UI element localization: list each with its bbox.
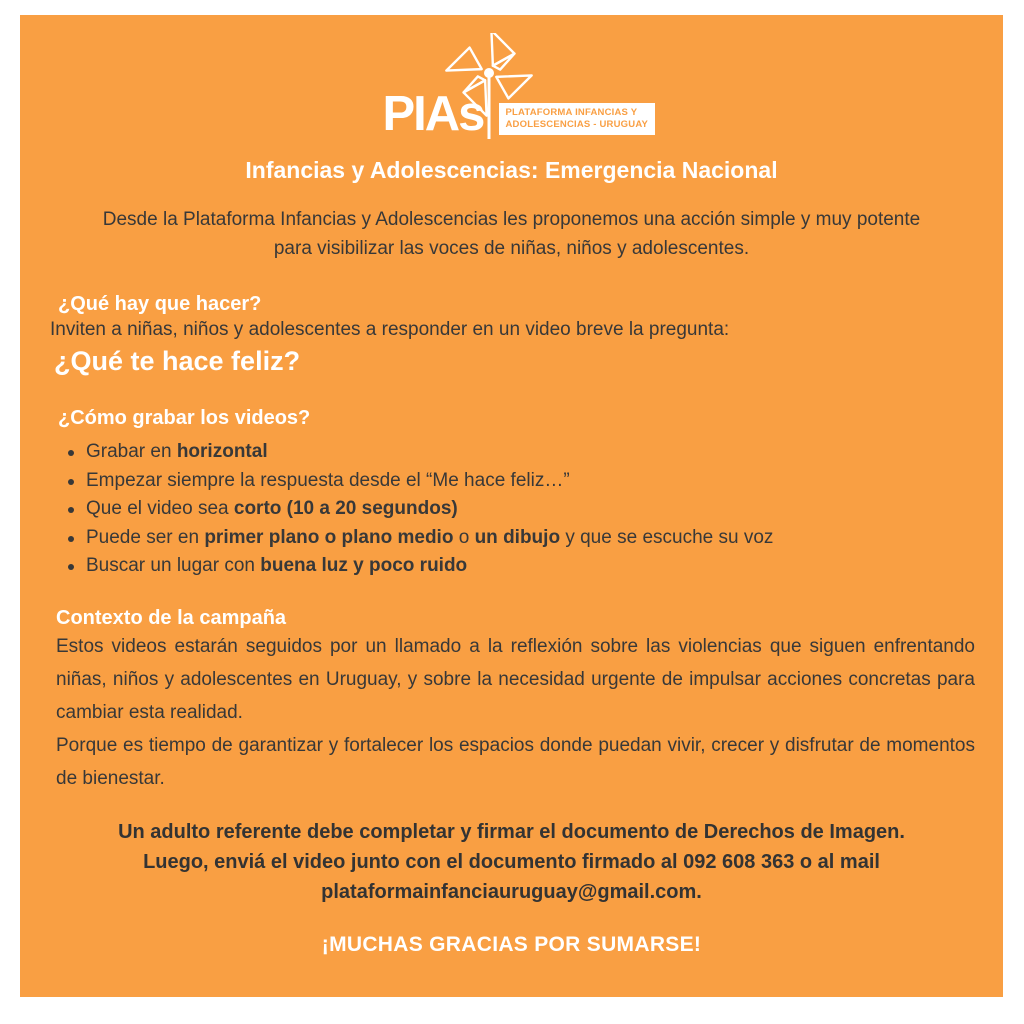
bullet-text: Buscar un lugar con — [86, 555, 261, 576]
intro-line-2: para visibilizar las voces de niñas, niños y adolescentes. — [273, 237, 750, 259]
orange-panel — [20, 15, 1003, 997]
instruction-line-1: Un adulto referente debe completar y firmar el documento de Derechos de Imagen. — [118, 820, 905, 843]
bullet-text-bold: buena luz y poco ruido — [260, 555, 468, 576]
context-paragraph-1: Estos videos estarán seguidos por un llamado a la reflexión sobre las violencias que siguen enfrentando niñas, niños y adolescentes en Uruguay, y sobre la necesidad urgente de impulsar acciones concretas para cambiar esta realidad. — [56, 635, 975, 723]
bullet-text-bold: primer plano o plano medio — [204, 526, 454, 548]
logo-tagline-line2: ADOLESCENCIAS - URUGUAY — [505, 119, 649, 131]
bullet-text: y que se escuche su voz — [560, 526, 774, 548]
what-to-do-body: Inviten a niñas, niños y adolescentes a responder en un video breve la pregunta: — [50, 319, 730, 340]
recording-tips-list — [20, 438, 1003, 581]
instruction-line-2: Luego, enviá el video junto con el documento firmado al 092 608 363 o al mail — [143, 850, 880, 873]
pias-logo — [381, 33, 649, 141]
list-item — [86, 438, 1003, 467]
logo-tagline-box — [499, 103, 656, 135]
submission-instructions — [20, 817, 1003, 907]
intro-line-1: Desde la Plataforma Infancias y Adolescencias les proponemos una acción simple y muy potente — [102, 209, 921, 230]
list-item — [86, 524, 1003, 553]
bullet-text: o — [453, 526, 475, 548]
bullet-text-bold: corto (10 a 20 segundos) — [233, 498, 458, 519]
email-text: plataformainfanciauruguay@gmail.com. — [321, 880, 702, 903]
section-heading-how-to-record: ¿Cómo grabar los videos? — [58, 407, 311, 429]
closing-message: ¡MUCHAS GRACIAS POR SUMARSE! — [321, 932, 702, 956]
logo-acronym: PIAs — [382, 87, 484, 141]
list-item — [86, 467, 1003, 496]
bullet-text: Grabar en — [86, 441, 177, 462]
bullet-text-bold: un dibujo — [474, 526, 561, 548]
bullet-text-bold: horizontal — [176, 441, 268, 462]
section-heading-context: Contexto de la campaña — [56, 606, 287, 629]
intro-paragraph — [20, 206, 1003, 263]
section-heading-what-to-do: ¿Qué hay que hacer? — [58, 293, 262, 315]
context-paragraph-2: Porque es tiempo de garantizar y fortalecer los espacios donde puedan vivir, crecer y disfrutar de momentos de bienestar. — [56, 734, 975, 789]
page-title: Infancias y Adolescencias: Emergencia Nacional — [245, 157, 778, 183]
bullet-text: Que el video sea — [86, 498, 234, 519]
campaign-question: ¿Qué te hace feliz? — [54, 346, 301, 376]
list-item — [86, 552, 1003, 581]
logo-tagline-line1: PLATAFORMA INFANCIAS Y — [505, 107, 638, 119]
list-item — [86, 495, 1003, 524]
bullet-text: Empezar siempre la respuesta desde el “Me hace feliz…” — [86, 469, 570, 491]
bullet-text: Puede ser en — [86, 526, 205, 548]
